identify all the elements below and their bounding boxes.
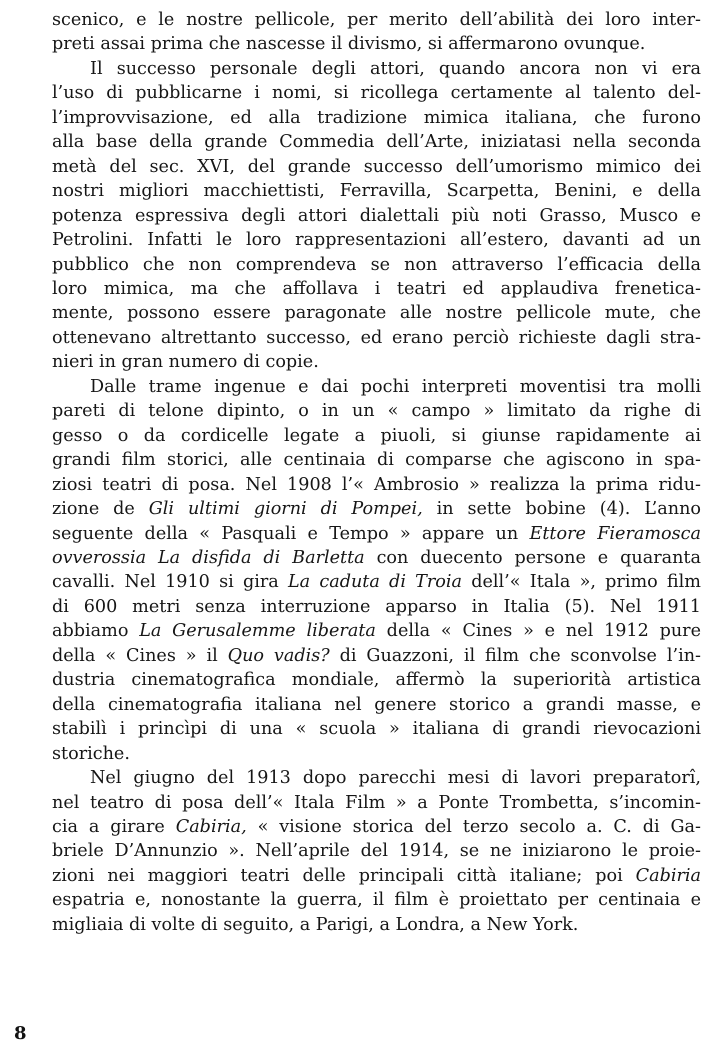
text-line: alla base della grande Commedia dell’Arte, iniziatasi nella seconda <box>52 132 701 153</box>
text-line: Nel giugno del 1913 dopo parecchi mesi di lavori preparatorî, <box>90 768 701 789</box>
text-line: ziosi teatri di posa. Nel 1908 l’« Ambrosio » realizza la prima ridu- <box>52 474 701 495</box>
text-line: pareti di telone dipinto, o in un « campo » limitato da righe di <box>52 401 701 422</box>
text-line: zioni nei maggiori teatri delle principali città italiane; poi Cabiria <box>52 865 701 886</box>
text-line: della « Cines » il Quo vadis? di Guazzoni, il film che sconvolse l’in- <box>52 645 701 666</box>
text-line: stabilì i princìpi di una « scuola » italiana di grandi rievocazioni <box>52 719 701 740</box>
text-line: mente, possono essere paragonate alle nostre pellicole mute, che <box>52 303 701 324</box>
text-line: grandi film storici, alle centinaia di comparse che agiscono in spa- <box>52 450 701 471</box>
text-line: l’uso di pubblicarne i nomi, si ricollega certamente al talento del- <box>52 83 701 104</box>
body-text <box>52 8 701 937</box>
text-line: nel teatro di posa dell’« Itala Film » a Ponte Trombetta, s’incomin- <box>52 792 701 813</box>
text-line: nieri in gran numero di copie. <box>52 352 319 373</box>
page-number: 8 <box>14 1023 27 1044</box>
text-line: seguente della « Pasquali e Tempo » appare un Ettore Fieramosca <box>52 523 701 544</box>
text-line: loro mimica, ma che affollava i teatri ed applaudiva frenetica- <box>52 278 701 299</box>
text-line: cavalli. Nel 1910 si gira La caduta di Troia dell’« Itala », primo film <box>52 572 701 593</box>
text-line: ottenevano altrettanto successo, ed erano perciò richieste dagli stra- <box>52 327 701 348</box>
text-line: scenico, e le nostre pellicole, per merito dell’abilità dei loro inter- <box>52 10 701 30</box>
text-line: migliaia di volte di seguito, a Parigi, a Londra, a New York. <box>52 914 579 935</box>
text-line: Petrolini. Infatti le loro rappresentazioni all’estero, davanti ad un <box>52 230 701 251</box>
text-line: abbiamo La Gerusalemme liberata della « Cines » e nel 1912 pure <box>52 621 701 642</box>
text-line: Dalle trame ingenue e dai pochi interpreti moventisi tra molli <box>90 376 701 397</box>
text-line: potenza espressiva degli attori dialettali più noti Grasso, Musco e <box>52 205 701 226</box>
text-line: metà del sec. XVI, del grande successo dell’umorismo mimico dei <box>52 156 701 177</box>
text-line: briele D’Annunzio ». Nell’aprile del 1914, se ne iniziarono le proie- <box>52 841 701 862</box>
text-line: zione de Gli ultimi giorni di Pompei, in sette bobine (4). L’anno <box>52 499 701 520</box>
text-line: ovverossia La disfida di Barletta con duecento persone e quaranta <box>52 547 701 568</box>
text-line: cia a girare Cabiria, « visione storica del terzo secolo a. C. di Ga- <box>52 816 701 837</box>
text-line: l’improvvisazione, ed alla tradizione mimica italiana, che furono <box>52 107 701 128</box>
text-line: Il successo personale degli attori, quando ancora non vi era <box>90 58 701 79</box>
text-line: gesso o da cordicelle legate a piuoli, si giunse rapidamente ai <box>52 425 701 446</box>
text-line: pubblico che non comprendeva se non attraverso l’efficacia della <box>52 254 701 275</box>
text-line: della cinematografia italiana nel genere storico a grandi masse, e <box>52 694 701 715</box>
text-line: dustria cinematografica mondiale, affermò la superiorità artistica <box>52 670 701 691</box>
text-line: storiche. <box>52 743 130 764</box>
text-line: espatria e, nonostante la guerra, il film è proiettato per centinaia e <box>52 890 701 911</box>
page-body <box>52 8 701 937</box>
text-line: preti assai prima che nascesse il divismo, si affermarono ovunque. <box>52 34 646 55</box>
text-line: nostri migliori macchiettisti, Ferravilla, Scarpetta, Benini, e della <box>52 181 701 202</box>
text-line: di 600 metri senza interruzione apparso in Italia (5). Nel 1911 <box>52 596 701 617</box>
